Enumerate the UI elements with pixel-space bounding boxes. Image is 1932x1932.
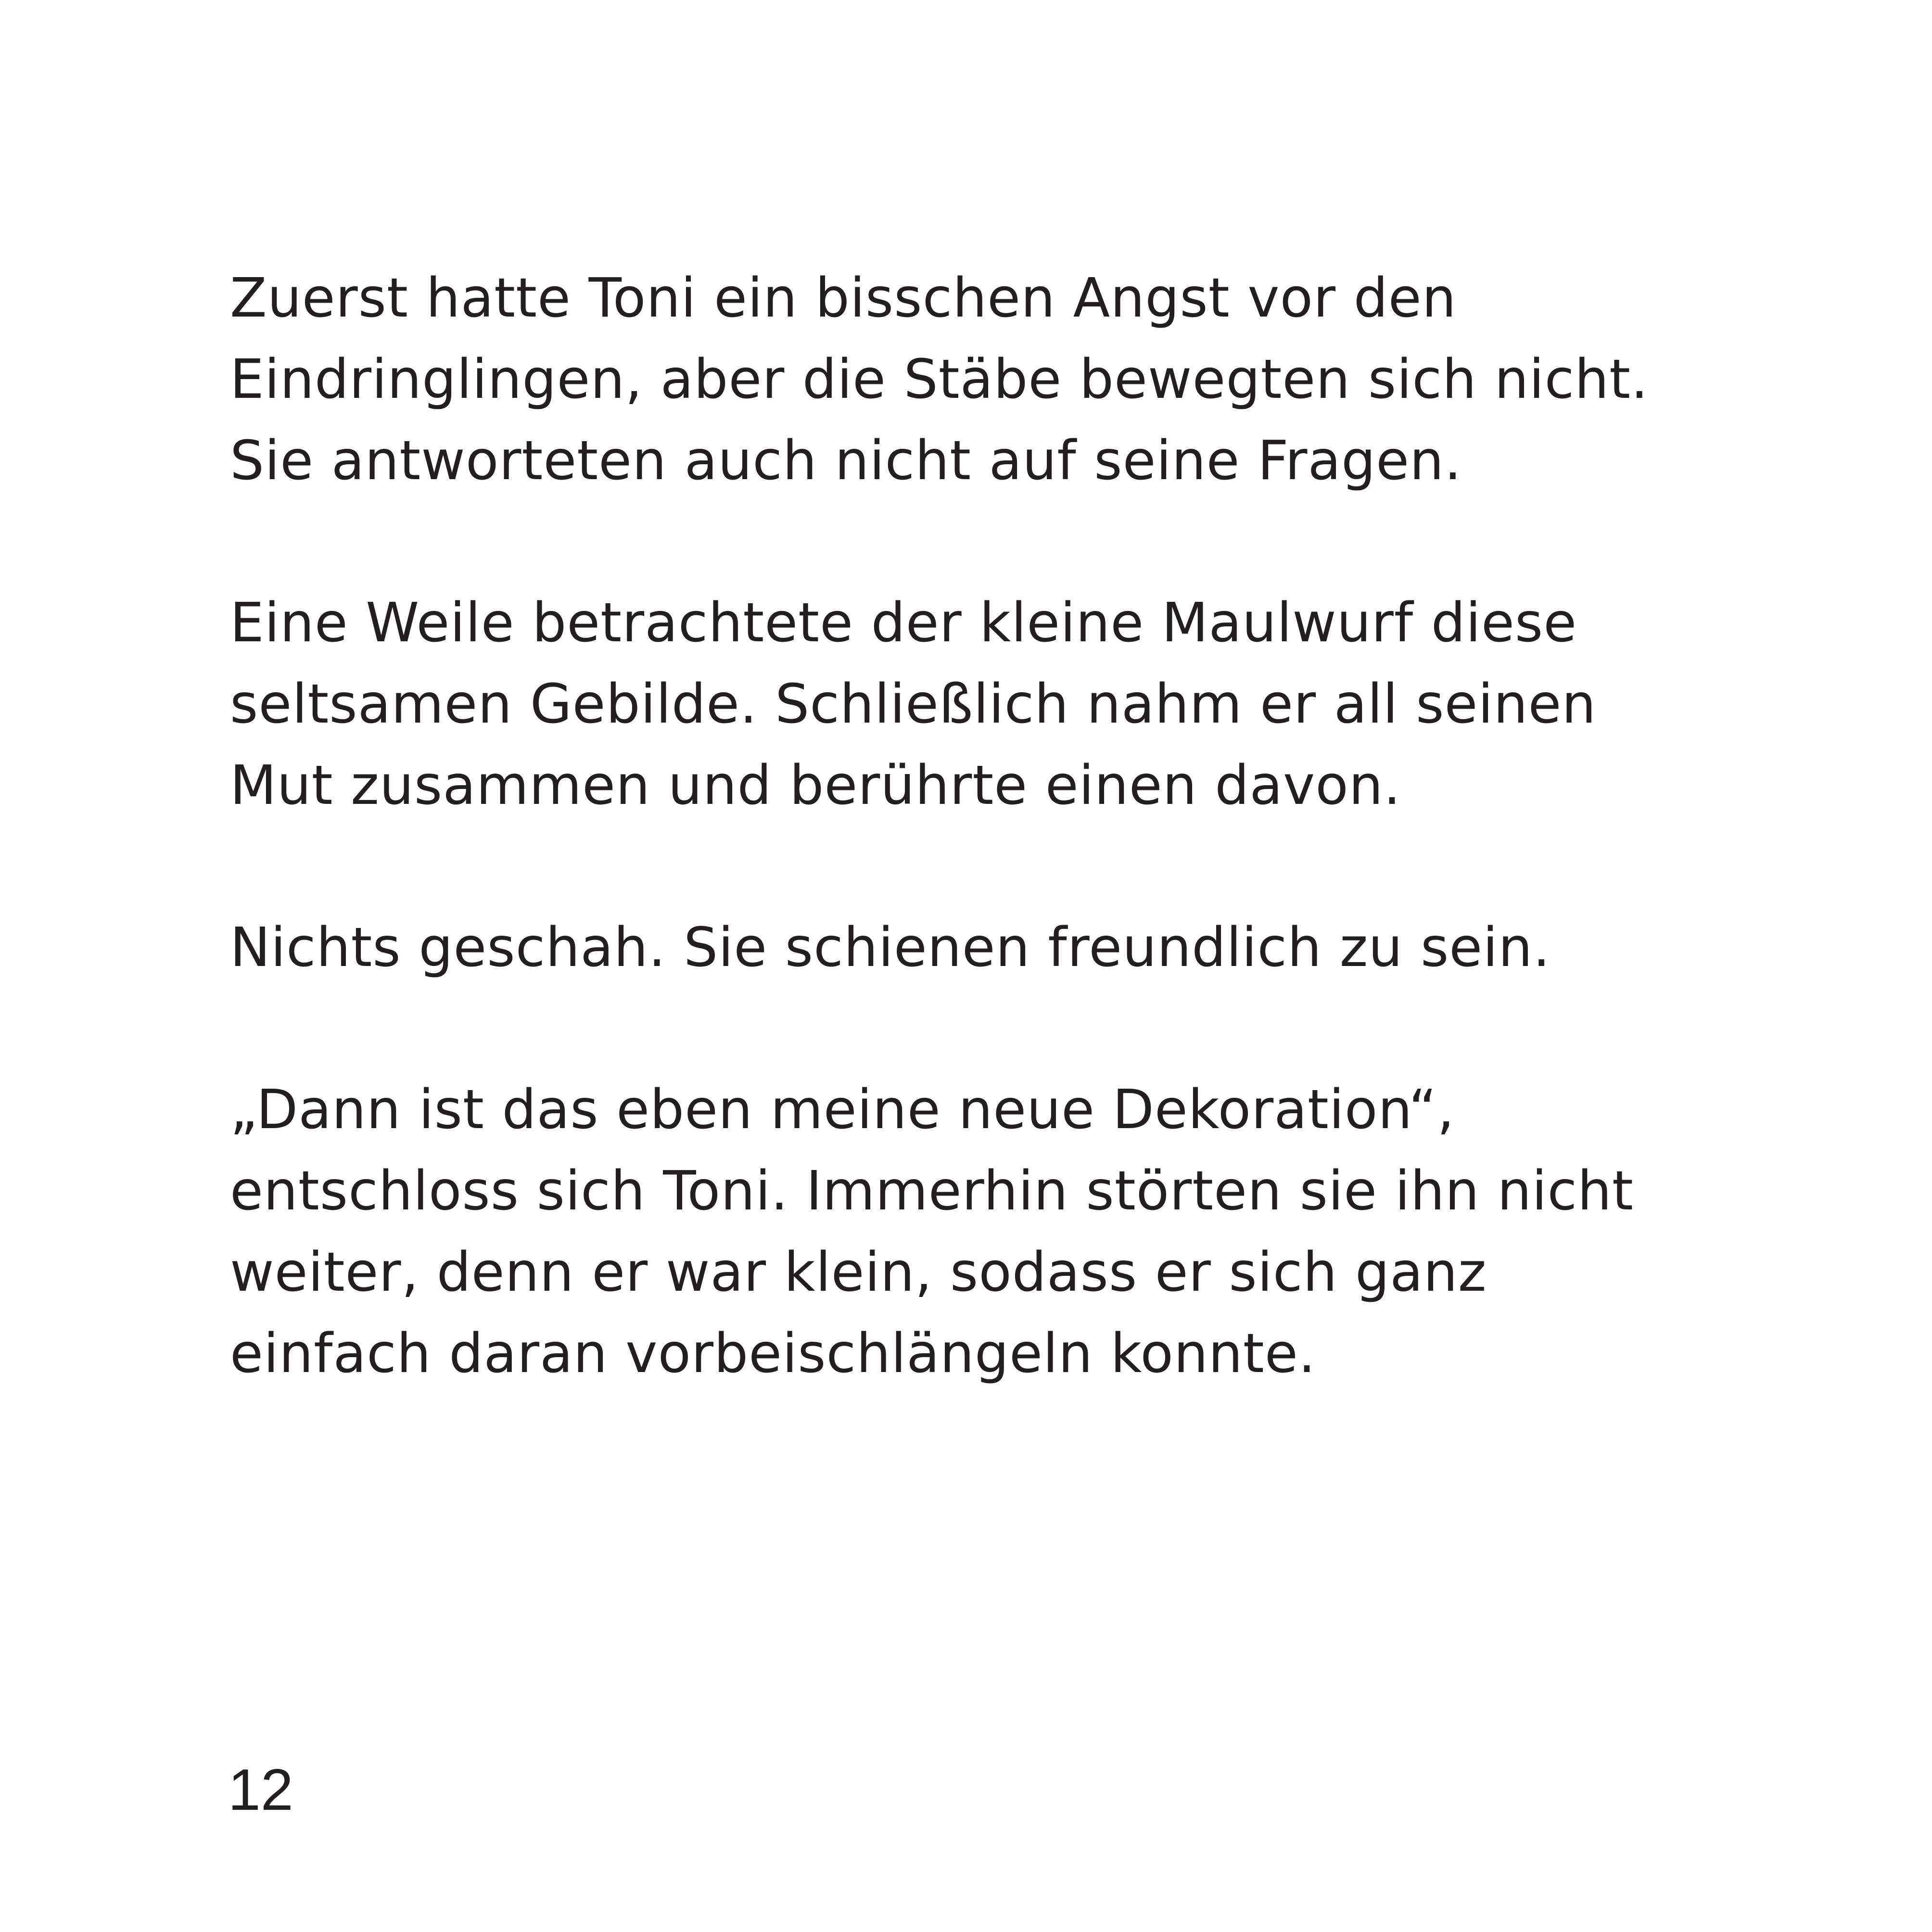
- text-line: Mut zusammen und berührte einen davon.: [230, 754, 1401, 817]
- text-line: Eindringlingen, aber die Stäbe bewegten sich nicht.: [230, 348, 1649, 411]
- text-line: Nichts geschah. Sie schienen freundlich zu sein.: [230, 916, 1551, 979]
- text-line: „Dann ist das eben meine neue Dekoration“,: [230, 1079, 1455, 1141]
- text-line: entschloss sich Toni. Immerhin störten sie ihn nicht: [230, 1160, 1634, 1222]
- story-text: [230, 258, 1769, 1475]
- text-line: einfach daran vorbeischlängeln konnte.: [230, 1322, 1316, 1385]
- text-line: weiter, denn er war klein, sodass er sich ganz: [230, 1241, 1487, 1304]
- paragraph-3: [230, 907, 1769, 989]
- paragraph-4: [230, 1069, 1769, 1395]
- text-line: Eine Weile betrachtete der kleine Maulwurf diese: [230, 592, 1577, 654]
- paragraph-2: [230, 583, 1769, 826]
- text-line: Zuerst hatte Toni ein bisschen Angst vor den: [230, 267, 1457, 330]
- text-line: Sie antworteten auch nicht auf seine Fragen.: [230, 430, 1462, 492]
- paragraph-1: [230, 258, 1769, 502]
- page-number: 12: [228, 1757, 293, 1822]
- text-line: seltsamen Gebilde. Schließlich nahm er all seinen: [230, 673, 1597, 736]
